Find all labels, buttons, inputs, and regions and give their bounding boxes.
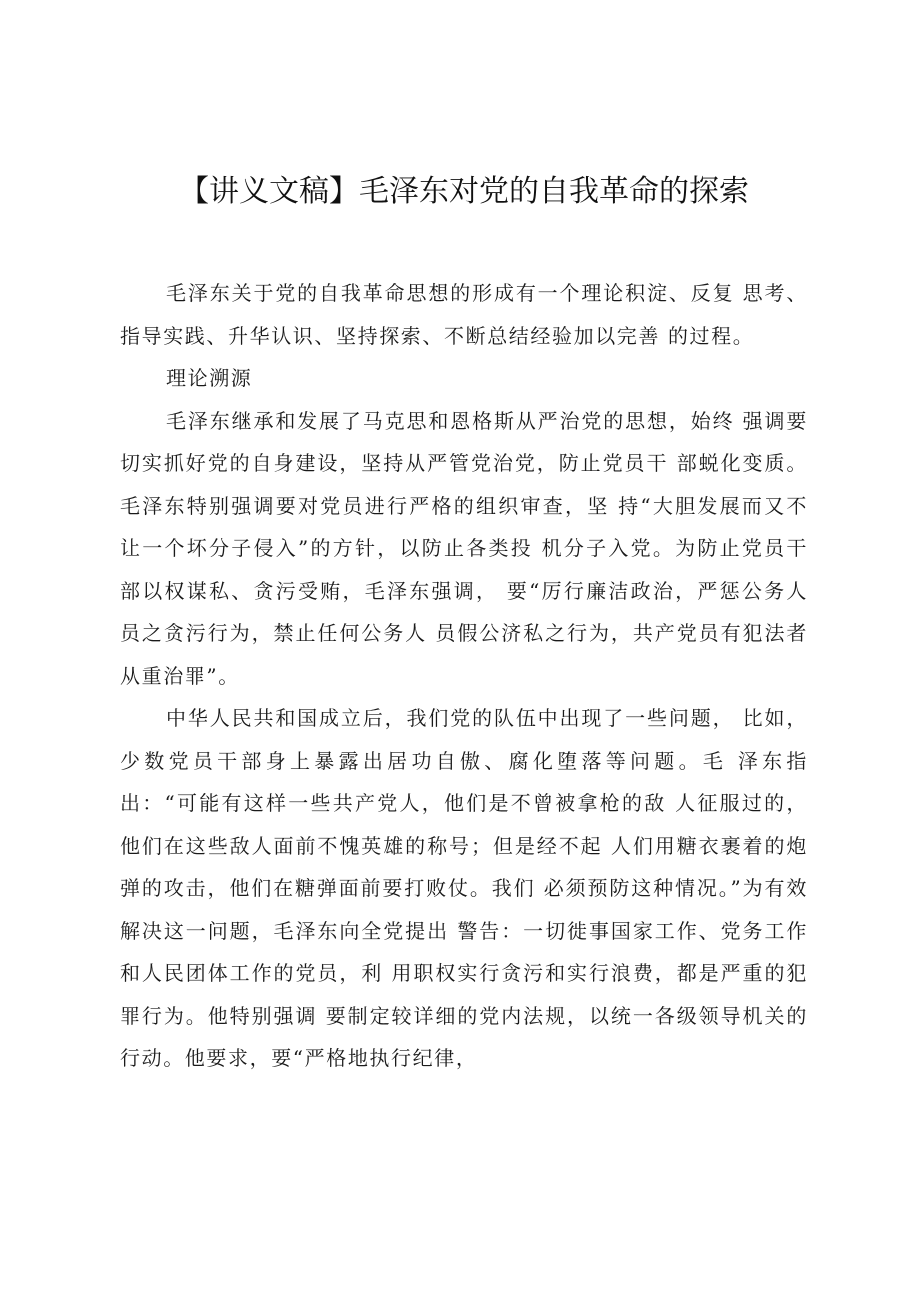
- paragraph-theory: 毛泽东继承和发展了马克思和恩格斯从严治党的思想，始终 强调要切实抓好党的自身建设，坚持从严管党治党，防止党员干 部蜕化变质。毛泽东特别强调要对党员进行严格的组织审查，坚 持“大胆发展而又不让一个坏分子侵入”的方针，以防止各类投 机分子入党。为防止党员干部以权谋私、贪污受贿，毛泽东强调， 要“厉行廉洁政治，严惩公务人员之贪污行为，禁止任何公务人 员假公济私之行为，共产党员有犯法者从重治罪”。: [120, 408, 809, 688]
- paragraph-prc-founding: 中华人民共和国成立后，我们党的队伍中出现了一些问题， 比如，少数党员干部身上暴露出居功自傲、腐化堕落等问题。毛 泽东指出：“可能有这样一些共产党人，他们是不曾被拿枪的敌 人征服过的，他们在这些敌人面前不愧英雄的称号；但是经不起 人们用糖衣裹着的炮弹的攻击，他们在糖弹面前要打败仗。我们 必须预防这种情况。”为有效解决这一问题，毛泽东向全党提出 警告：一切徙事国家工作、党务工作和人民团体工作的党员，利 用职权实行贪污和实行浪费，都是严重的犯罪行为。他特别强调 要制定较详细的党内法规，以统一各级领导机关的行动。他要求，要“严格地执行纪律，: [120, 706, 808, 1070]
- document-body: [120, 272, 808, 1080]
- section-heading-theory-origin: 理论溯源: [166, 366, 253, 390]
- paragraph-intro: 毛泽东关于党的自我革命思想的形成有一个理论积淀、反复 思考、指导实践、升华认识、坚持探索、不断总结经验加以完善 的过程。: [120, 281, 808, 348]
- document-title: 【讲义文稿】毛泽东对党的自我革命的探索: [179, 174, 749, 209]
